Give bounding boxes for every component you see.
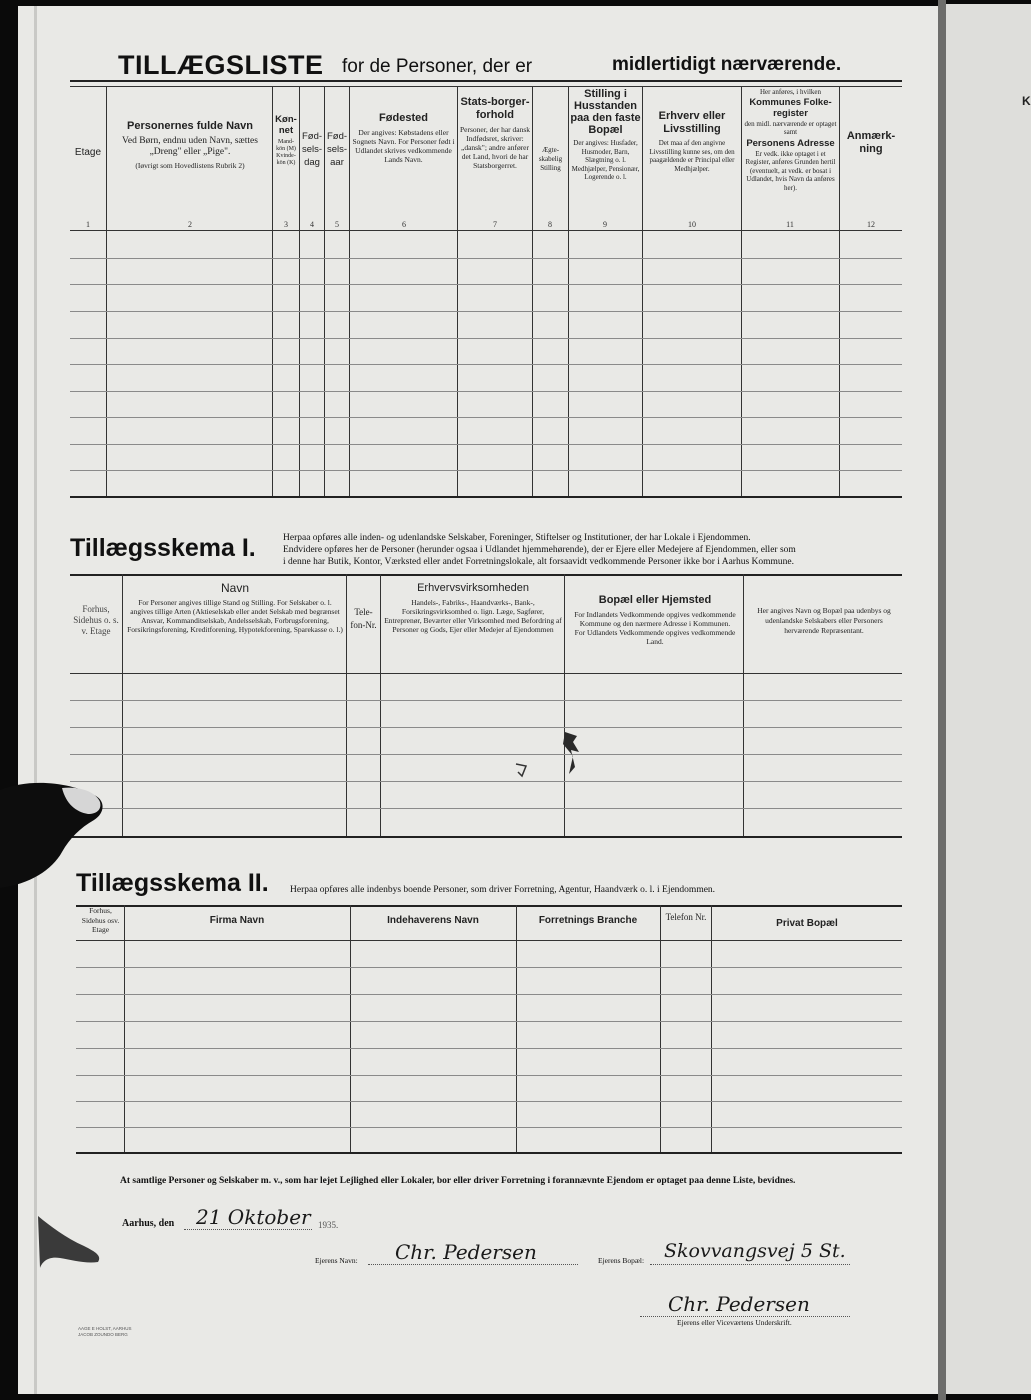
liste-col-fodested: Fødested Der angives: Købstadens eller Sognets Navn. For Personer født i Udlandet skrives vedkommende Lands Navn.	[352, 112, 455, 164]
date-dotted-line	[184, 1229, 312, 1230]
liste-col-divider	[457, 86, 458, 496]
table-row-rule	[70, 391, 902, 392]
column-number: 9	[603, 220, 607, 229]
ink-blot	[555, 722, 595, 782]
skema2-title: Tillægsskema II.	[76, 869, 269, 897]
owner-dotted-line	[368, 1264, 578, 1265]
ink-mark	[512, 760, 532, 780]
skema1-title: Tillægsskema I.	[70, 534, 256, 562]
liste-col-divider	[642, 86, 643, 496]
liste-header-bottom	[70, 230, 902, 231]
table-row-rule	[76, 1075, 902, 1076]
liste-title: TILLÆGSLISTE	[118, 50, 324, 80]
owner-name-label: Ejerens Navn:	[315, 1256, 358, 1265]
page-fold	[938, 0, 946, 1400]
table-row-rule	[70, 258, 902, 259]
city-label: Aarhus, den	[122, 1218, 175, 1229]
liste-col-divider	[272, 86, 273, 496]
liste-col-divider	[349, 86, 350, 496]
liste-col-divider	[568, 86, 569, 496]
paper-stain	[36, 1212, 106, 1272]
skema2-col-etage: Forhus, Sidehus osv. Etage	[81, 906, 120, 934]
table-row-rule	[70, 284, 902, 285]
table-row-rule	[76, 1127, 902, 1128]
liste-top-rule	[70, 80, 902, 82]
liste-col-navn: Personernes fulde Navn Ved Børn, endnu uden Navn, sættes „Dreng" eller „Pige". (Iøvrigt som Hovedlistens Rubrik 2)	[122, 120, 258, 170]
liste-col-stilling: Stilling i Husstanden paa den faste Bopæl Der angives: Husfader, Husmoder, Barn, Slægtning o. l. Medhjælper, Pensionær, Logerende o. l.	[570, 88, 641, 181]
printer-line: JACOB ZOUNDO BERG	[78, 1332, 128, 1337]
skema2-col-branche: Forretnings Branche	[538, 915, 638, 926]
date-handwritten: 21 Oktober	[196, 1205, 311, 1229]
column-number: 10	[688, 220, 696, 229]
skema1-col-bopael: Bopæl eller Hjemsted For Indlandets Vedkommende opgives vedkommende Kommune og den nærmere Adresse i Kommunen. For Udlandets Vedkommende opgives vedkommende Land.	[574, 594, 736, 646]
table-row-rule	[76, 967, 902, 968]
skema1-col-etage: Forhus, Sidehus o. s. v. Etage	[73, 604, 119, 636]
liste-col-divider	[299, 86, 300, 496]
table-row-rule	[70, 338, 902, 339]
skema1-intro	[283, 532, 903, 568]
column-number: 1	[86, 220, 90, 229]
column-number: 3	[284, 220, 288, 229]
liste-bottom-rule	[70, 496, 902, 498]
column-number: 8	[548, 220, 552, 229]
liste-col-divider	[741, 86, 742, 496]
table-row-rule	[76, 994, 902, 995]
skema1-col-repraesentant: Her angives Navn og Bopæl paa udenbys og udenlandske Selskabers eller Personers herværende Repræsentant.	[757, 606, 891, 635]
table-row-rule	[70, 781, 902, 782]
skema2-col-divider	[350, 905, 351, 1152]
liste-col-erhverv: Erhverv eller Livsstilling Det maa af den angivne Livsstilling kunne ses, om den paagældende er Principal eller Medhjælper.	[649, 110, 735, 173]
skema1-col-divider	[346, 574, 347, 836]
table-row-rule	[70, 808, 902, 809]
skema1-col-erhverv: Erhvervsvirksomheden Handels-, Fabriks-, Haandværks-, Bank-, Forsikringsvirksomhed o. lign. Læge, Sagfører, Entreprenør, Beværter eller Virksomhed med Befordring af Personer og Gods, Ejer eller Medejer af Ejendommen	[384, 582, 562, 634]
skema1-col-divider	[380, 574, 381, 836]
skema2-col-firma: Firma Navn	[209, 915, 265, 926]
liste-title-rest: for de Personer, der er	[342, 56, 533, 77]
table-row-rule	[70, 470, 902, 471]
table-row-rule	[70, 444, 902, 445]
column-number: 6	[402, 220, 406, 229]
declaration-text: At samtlige Personer og Selskaber m. v., som har lejet Lejlighed eller Lokaler, bor eller driver Forretning i forannævnte Ejendom er optaget paa denne Liste, bevidnes.	[120, 1176, 796, 1186]
liste-col-folkeregister: Her anføres, i hvilken Kommunes Folke-register den midl. nærværende er optaget samt Personens Adresse Er vedk. ikke optaget i et Register, anføres Grunden hertil (eventuelt, at vedk. er bosat i Udlandet, hvis Navn da anføres her).	[744, 88, 837, 192]
table-row-rule	[76, 1101, 902, 1102]
table-row-rule	[70, 364, 902, 365]
liste-col-aegteskab: Ægte-skabelig Stilling	[538, 146, 563, 172]
liste-title-bold: midlertidigt nærværende.	[612, 54, 842, 75]
skema2-header-bottom	[76, 940, 902, 941]
year-text: 1935.	[318, 1220, 339, 1230]
skema1-top-rule	[70, 574, 902, 576]
liste-col-fodselsaar: Fød-sels-aar	[326, 131, 348, 168]
table-row-rule	[70, 417, 902, 418]
skema1-header-bottom	[70, 673, 902, 674]
skema2-col-privat-bopael: Privat Bopæl	[776, 918, 838, 929]
table-row-rule	[70, 700, 902, 701]
table-row-rule	[70, 727, 902, 728]
printer-imprint	[78, 1326, 132, 1338]
signature-dotted-line	[640, 1316, 850, 1317]
liste-col-anmaerkning: Anmærk-ning	[846, 130, 896, 155]
skema2-col-divider	[124, 905, 125, 1152]
column-number: 5	[335, 220, 339, 229]
skema1-col-divider	[743, 574, 744, 836]
table-row-rule	[76, 1021, 902, 1022]
table-row-rule	[70, 311, 902, 312]
table-row-rule	[70, 754, 902, 755]
liste-col-divider	[839, 86, 840, 496]
table-row-rule	[76, 1048, 902, 1049]
skema1-col-telefon: Tele-fon-Nr.	[350, 607, 377, 630]
finger-thumb	[0, 780, 110, 890]
liste-col-kon: Køn-net Mand-kön (M) Kvinde-kön (K)	[275, 114, 297, 166]
skema1-col-divider	[564, 574, 565, 836]
liste-col-etage: Etage	[74, 147, 102, 158]
owner-address-handwritten: Skovvangsvej 5 St.	[664, 1240, 846, 1262]
owner-name-handwritten: Chr. Pedersen	[395, 1240, 537, 1264]
liste-col-fodselsdag: Fød-sels-dag	[301, 131, 323, 168]
skema2-intro: Herpaa opføres alle indenbys boende Personer, som driver Forretning, Agentur, Haandværk o. l. i Ejendommen.	[290, 885, 716, 895]
liste-col-divider	[106, 86, 107, 496]
column-number: 12	[867, 220, 875, 229]
column-number: 11	[786, 220, 794, 229]
skema2-col-divider	[660, 905, 661, 1152]
binding-edge	[34, 6, 37, 1394]
skema2-bottom-rule	[76, 1152, 902, 1154]
owner-signature: Chr. Pedersen	[668, 1292, 810, 1316]
next-page-edge	[946, 4, 1031, 1394]
liste-col-statsborger: Stats-borger-forhold Personer, der har dansk Indfødsret, skriver: „dansk"; andre anfører det Land, hvori de har Statsborgerret.	[459, 96, 531, 170]
skema2-col-indehaver: Indehaverens Navn	[387, 915, 479, 926]
skema2-col-telefon: Telefon Nr.	[665, 912, 707, 922]
skema2-top-rule	[76, 905, 902, 907]
column-number: 7	[493, 220, 497, 229]
address-dotted-line	[650, 1264, 850, 1265]
signature-caption: Ejerens eller Viceværtens Underskrift.	[677, 1318, 792, 1327]
column-number: 2	[188, 220, 192, 229]
liste-col-divider	[324, 86, 325, 496]
skema1-bottom-rule	[70, 836, 902, 838]
liste-header-top	[70, 86, 902, 87]
skema1-intro-line: Herpaa opføres alle inden- og udenlandske Selskaber, Foreninger, Stiftelser og Institutioner, der har Lokale i Ejendommen.	[283, 533, 751, 543]
skema1-intro-line: i denne har Butik, Kontor, Værksted eller andet Forretningslokale, alt forsaavidt vedkommende Personer ikke bor i Aarhus Kommune.	[283, 557, 795, 567]
skema1-col-navn: Navn For Personer angives tillige Stand og Stilling. For Selskaber o. l. angives tillige Arten (Aktieselskab eller andet Selskab med begrænset Ansvar, Kommanditselskab, Andelsselskab, Forbrugsforening, Forsikringsforening, Kreditforening, Hypotekforening, Sparekasse o. l.)	[127, 581, 343, 634]
skema1-col-divider	[122, 574, 123, 836]
column-number: 4	[310, 220, 314, 229]
printer-line: AAGE E HOLST, AARHUS	[78, 1326, 132, 1331]
owner-address-label: Ejerens Bopæl:	[598, 1256, 645, 1265]
skema1-intro-line: Endvidere opføres her de Personer (herunder ogsaa i Udlandet hjemmehørende), der er Ejere eller Medejere af Ejendommen, eller som	[283, 545, 796, 555]
skema2-col-divider	[711, 905, 712, 1152]
next-page-glyph: K	[1022, 94, 1031, 108]
liste-col-divider	[532, 86, 533, 496]
skema2-col-divider	[516, 905, 517, 1152]
